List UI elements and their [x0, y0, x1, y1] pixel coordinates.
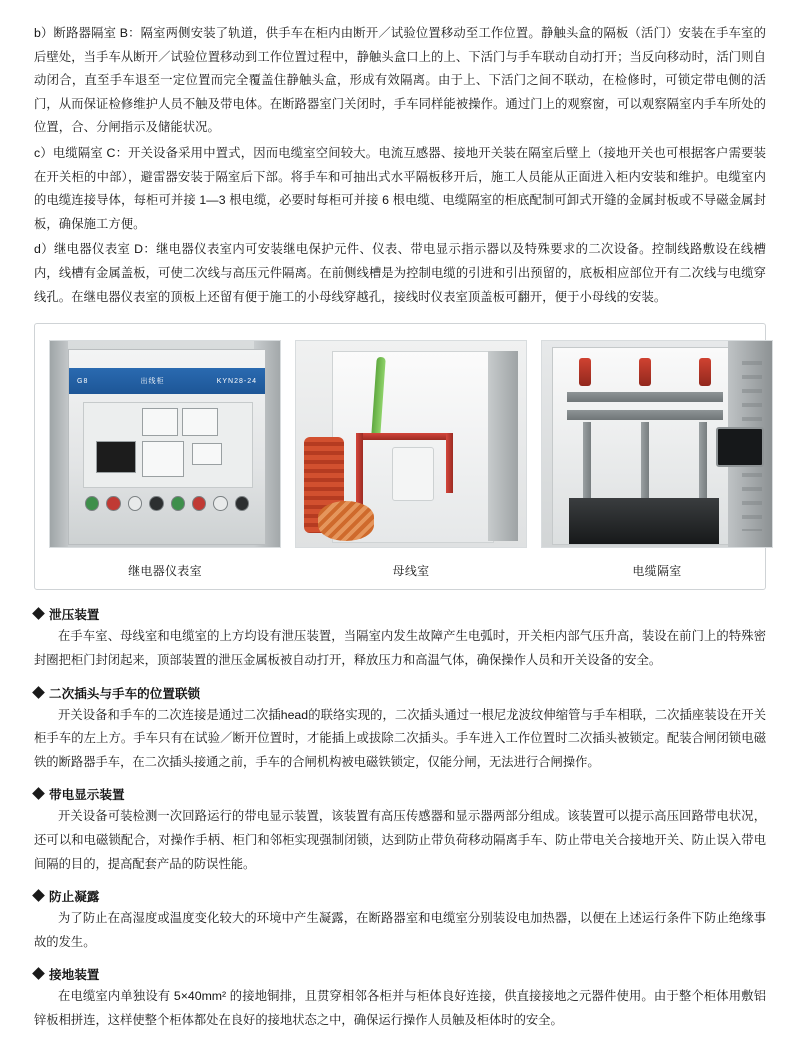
indicator-light-white — [128, 496, 142, 511]
cabinet-front-face — [68, 349, 266, 545]
section-live-display-device — [34, 784, 766, 876]
section-secondary-plug-interlock — [34, 683, 766, 775]
section-title-4: 防止凝露 — [49, 890, 100, 905]
figure-row — [49, 340, 751, 579]
section-body-1: 在手车室、母线室和电缆室的上方均设有泄压装置，当隔室内发生故障产生电弧时，开关柜内部气压升高，装设在前门上的特殊密封圈把柜门封闭起来，顶部装置的泄压金属板被自动打开，释放压力和高温气体，确保操作人员和开关设备的安全。 — [34, 629, 766, 667]
horizontal-busbar-upper — [567, 392, 723, 402]
figure-item-busbar-room — [295, 340, 527, 579]
figure-caption-2: 母线室 — [392, 564, 430, 579]
section-title-5: 接地装置 — [49, 968, 100, 983]
section-earthing-device — [34, 964, 766, 1032]
section-title-3: 带电显示装置 — [49, 788, 125, 803]
figure-block — [34, 323, 766, 590]
indicator-light-black — [149, 496, 163, 511]
indicator-light-black-2 — [235, 496, 249, 511]
cable-entry-opening — [569, 498, 719, 544]
section-body-2: 开关设备和手车的二次连接是通过二次插head的联络实现的，二次插头通过一根尼龙波纹伸缩管与手车相联，二次插座装设在开关柜手车的左上方。手车只有在试验／断开位置时，才能插上或拔除二次插头。手车进入工作位置时二次插头被锁定。配装合闸闭锁电磁铁的断路器手车，在二次插头接通之前，手车的合闸机构被电磁铁锁定，仅能分闸，无法进行合闸操作。 — [34, 707, 766, 769]
red-busbar-vertical-left — [356, 433, 363, 507]
red-insulator-2 — [639, 358, 651, 386]
section-pressure-relief — [34, 604, 766, 672]
indicator-light-red-2 — [192, 496, 206, 511]
section-body-3: 开关设备可装检测一次回路运行的带电显示装置，该装置有高压传感器和显示器两部分组成。该装置可以提示高压回路带电状况，还可以和电磁锁配合，对操作手柄、柜门和邻柜实现强制闭锁，达到防止带负荷移动隔离手车、防止带电关合接地开关、防止误入带电间隔的目的，提高配套产品的防误性能。 — [34, 809, 766, 871]
meter-gauge-2 — [182, 408, 218, 436]
paragraph-b: b）断路器隔室 B：隔室两侧安装了轨道，供手车在柜内由断开／试验位置移动至工作位置。静触头盒的隔板（活门）安装在手车室的后壁处，当手车从断开／试验位置移动到工作位置过程中，静触头盒口上的上、下活门与手车联动自动打开；当反向移动时，活门则自动闭合，直至手车退至一定位置而完全覆盖住静触头盒，形成有效隔离。由于上、下活门之间不联动，在检修时，可锁定带电侧的活门，从而保证检修维护人员不触及带电体。在断路器室门关闭时，手车同样能被操作。通过门上的观察窗，可以观察隔室内手车所处的位置，合、分闸指示及储能状况。 — [34, 26, 766, 135]
figure-caption-3: 电缆隔室 — [632, 564, 682, 579]
hmi-touch-screen — [716, 427, 764, 467]
photo-cable-compartment — [541, 340, 773, 548]
paragraph-d: d）继电器仪表室 D：继电器仪表室内可安装继电保护元件、仪表、带电显示指示器以及特殊要求的二次设备。控制线路敷设在线槽内，线槽有金属盖板，可使二次线与高压元件隔离。在前侧线槽是为控制电缆的引进和引出预留的，底板相应部位开有二次线与电缆穿线孔。在继电器仪表室的顶板上还留有便于施工的小母线穿越孔，接线时仪表室顶盖板可翻开，便于小母线的安装。 — [34, 242, 766, 304]
cable-compartment-body — [552, 347, 732, 545]
nameplate-right-text: KYN28-24 — [216, 377, 257, 385]
red-busbar-vertical-right — [446, 433, 453, 493]
cabinet-nameplate — [69, 368, 265, 394]
section-heading-2 — [34, 683, 766, 702]
section-body-4: 为了防止在高湿度或温度变化较大的环境中产生凝露，在断路器室和电缆室分别装设电加热器，以便在上述运行条件下防止绝缘事故的发生。 — [34, 911, 766, 949]
indicator-light-white-2 — [213, 496, 227, 511]
figure-item-relay-room — [49, 340, 281, 579]
section-heading-4 — [34, 886, 766, 905]
nameplate-middle-text: 出线柜 — [140, 378, 165, 386]
diamond-bullet-icon — [32, 968, 45, 981]
relay-module — [142, 441, 184, 477]
red-busbar-horizontal — [356, 433, 452, 440]
diamond-bullet-icon — [32, 787, 45, 800]
horizontal-busbar-lower — [567, 410, 723, 420]
diamond-bullet-icon — [32, 686, 45, 699]
section-heading-1 — [34, 604, 766, 623]
paragraph-c: c）电缆隔室 C：开关设备采用中置式，因而电缆室空间较大。电流互感器、接地开关装在隔室后壁上（接地开关也可根据客户需要装在开关柜的中部），避雷器安装于隔室后下部。将手车和可抽出式水平隔板移开后，施工人员能从正面进入柜内安装和维护。电缆室内的电缆连接导体，每柜可并接 1—3 根电缆，必要时每柜可并接 6 根电缆、电缆隔室的柜底配制可卸式开缝的金属封板或不导磁金属封板，确保施工方便。 — [34, 146, 766, 231]
photo-relay-instrument-room — [49, 340, 281, 548]
copper-coil — [318, 501, 374, 541]
red-insulator-1 — [579, 358, 591, 386]
indicator-block — [192, 443, 222, 465]
indicator-light-green-2 — [171, 496, 185, 511]
red-insulator-3 — [699, 358, 711, 386]
section-title-1: 泄压装置 — [49, 608, 100, 623]
cabinet-left-shadow — [50, 341, 68, 547]
instrument-panel — [83, 402, 253, 488]
nameplate-left-text: G8 — [77, 377, 89, 385]
diamond-bullet-icon — [32, 889, 45, 902]
figure-caption-1: 继电器仪表室 — [128, 564, 202, 579]
section-heading-3 — [34, 784, 766, 803]
indicator-light-green — [85, 496, 99, 511]
section-condensation-prevention — [34, 886, 766, 954]
figure-item-cable-room — [541, 340, 773, 579]
digital-display — [96, 441, 136, 473]
meter-gauge-1 — [142, 408, 178, 436]
busbar-right-shadow — [488, 351, 518, 541]
indicator-light-red — [106, 496, 120, 511]
section-body-5: 在电缆室内单独设有 5×40mm² 的接地铜排，且贯穿相邻各柜并与柜体良好连接，供直接接地之元器件使用。由于整个柜体用敷铝锌板相拼连，这样使整个柜体都处在良好的接地状态之中，确保运行操作人员触及柜体时的安全。 — [34, 989, 766, 1028]
mounting-plate — [392, 447, 434, 501]
diamond-bullet-icon — [32, 607, 45, 620]
section-title-2: 二次插头与手车的位置联锁 — [49, 686, 201, 701]
section-heading-5 — [34, 964, 766, 983]
indicator-light-row — [85, 496, 249, 511]
photo-busbar-room — [295, 340, 527, 548]
